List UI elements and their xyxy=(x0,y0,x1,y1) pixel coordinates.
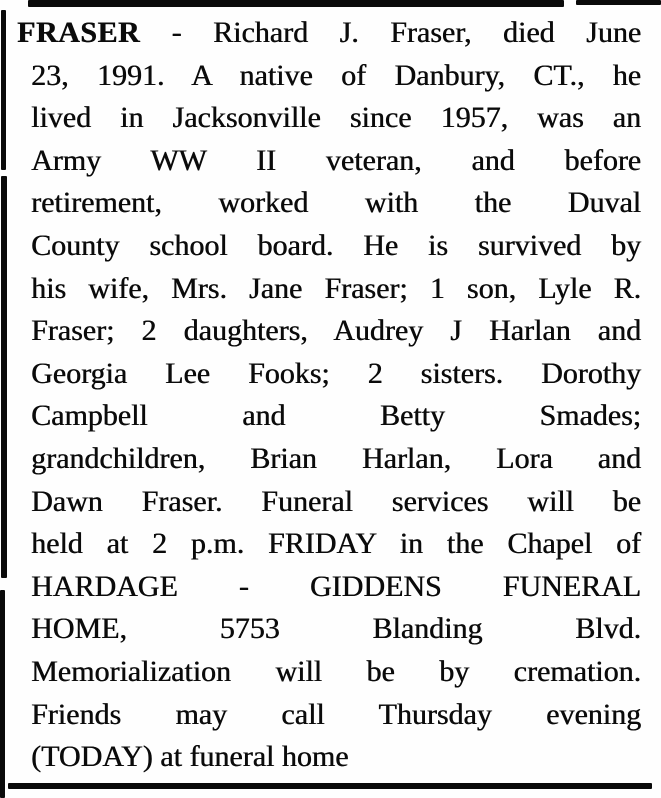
deceased-surname: FRASER xyxy=(17,16,141,49)
obituary-line: grandchildren, Brian Harlan, Lora and xyxy=(31,441,641,475)
obituary-line: held at 2 p.m. FRIDAY in the Chapel of xyxy=(31,527,641,561)
obituary-line: (TODAY) at funeral home xyxy=(31,740,349,774)
top-border-rule-right-segment xyxy=(576,0,661,5)
obituary-line: County school board. He is survived by xyxy=(31,228,641,262)
obituary-line: Army WW II veteran, and before xyxy=(31,143,641,177)
obituary-line: Dawn Fraser. Funeral services will be xyxy=(31,484,641,518)
obituary-line: HARDAGE - GIDDENS FUNERAL xyxy=(31,569,641,603)
obituary-line: Friends may call Thursday evening xyxy=(31,697,641,731)
obituary-line: HOME, 5753 Blanding Blvd. xyxy=(31,612,641,646)
obituary-line: retirement, worked with the Duval xyxy=(31,186,641,220)
obituary-line: his wife, Mrs. Jane Fraser; 1 son, Lyle R. xyxy=(31,271,641,305)
obituary-line: lived in Jacksonville since 1957, was an xyxy=(31,101,641,135)
obituary-line: 23, 1991. A native of Danbury, CT., he xyxy=(31,58,641,92)
obituary-text xyxy=(0,12,661,779)
obituary-line: Campbell and Betty Smades; xyxy=(31,399,641,433)
top-border-rule-left-segment xyxy=(28,0,564,7)
obituary-line: Fraser; 2 daughters, Audrey J Harlan and xyxy=(31,314,641,348)
obituary-line: Memorialization will be by cremation. xyxy=(31,654,641,688)
obituary-line xyxy=(17,12,641,55)
obituary-line-text: - Richard J. Fraser, died June xyxy=(171,16,642,49)
bottom-underline-rule xyxy=(8,783,652,789)
obituary-line: Georgia Lee Fooks; 2 sisters. Dorothy xyxy=(31,356,641,390)
